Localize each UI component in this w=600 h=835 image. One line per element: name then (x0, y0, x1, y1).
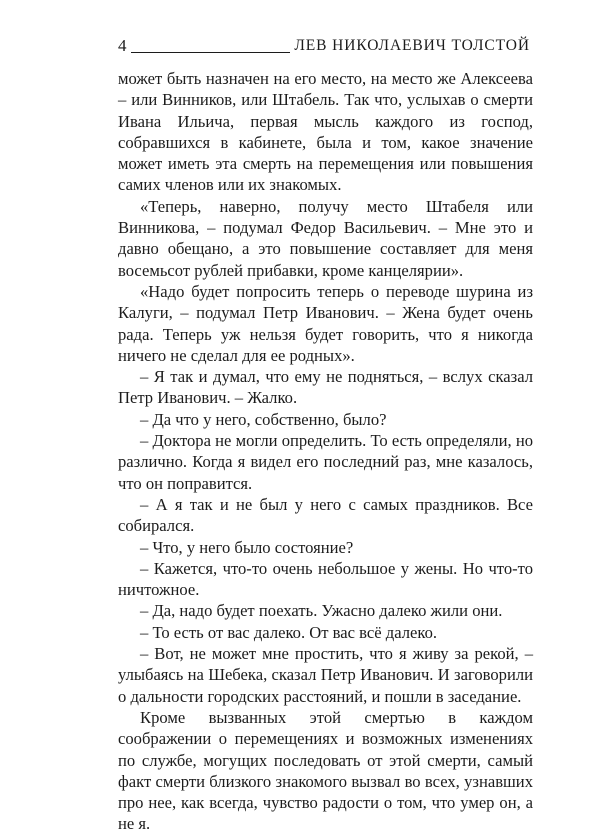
running-title: ЛЕВ НИКОЛАЕВИЧ ТОЛСТОЙ (294, 37, 530, 54)
page-number: 4 (118, 36, 127, 55)
page-header (118, 34, 530, 56)
paragraph: Кроме вызванных этой смертью в каждом соображении о перемещениях и возможных изменениях по службе, могущих последовать от этой смерти, самый факт смерти близкого знакомого вызвал во всех, узнавших про нее, как всегда, чувство радости о том, что умер он, а не я. (118, 707, 533, 834)
paragraph: «Теперь, наверно, получу место Штабеля или Винникова, – подумал Федор Васильевич. – Мне это и давно обещано, а это повышение составляет для меня восемьсот рублей прибавки, кроме канцелярии». (118, 196, 533, 280)
body-text (118, 68, 533, 835)
paragraph: – Доктора не могли определить. То есть определяли, но различно. Когда я видел его последний раз, мне казалось, что он поправится. (118, 431, 533, 493)
paragraph: «Надо будет попросить теперь о переводе шурина из Калуги, – подумал Петр Иванович. – Жена будет очень рада. Теперь уж нельзя будет говорить, что я никогда ничего не сделал для ее родных». (118, 281, 533, 365)
paragraph: – Кажется, что-то очень небольшое у жены. Но что-то ничтожное. (118, 558, 533, 600)
paragraph: – Да что у него, собственно, было? (140, 409, 387, 429)
paragraph: – Что, у него было состояние? (140, 537, 354, 557)
paragraph: – А я так и не был у него с самых праздников. Все собирался. (118, 494, 533, 536)
header-rule (131, 52, 291, 53)
paragraph: – Вот, не может мне простить, что я живу за рекой, – улыбаясь на Шебека, сказал Петр Иванович. И заговорили о дальности городских расстояний, и пошли в заседание. (118, 644, 533, 706)
paragraph: – Я так и думал, что ему не подняться, – вслух сказал Петр Иванович. – Жалко. (118, 367, 533, 408)
paragraph: – Да, надо будет поехать. Ужасно далеко жили они. (140, 601, 503, 621)
paragraph: может быть назначен на его место, на место же Алексеева – или Винников, или Штабель. Так что, услыхав о смерти Ивана Ильича, первая мысль каждого из господ, собравшихся в кабинете, была и том, какое значение может иметь эта смерть на перемещения или повышения самих членов или их знакомых. (118, 69, 533, 195)
paragraph: – То есть от вас далеко. От вас всё далеко. (140, 622, 438, 642)
